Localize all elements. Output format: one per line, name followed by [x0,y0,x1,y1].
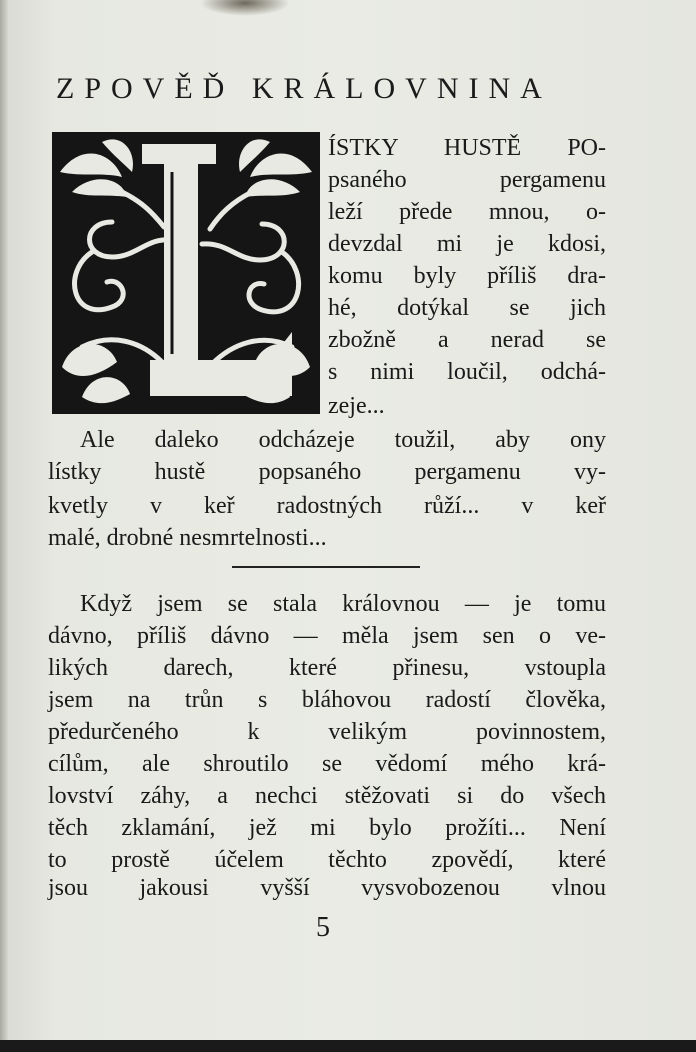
text-line: devzdal mi je kdosi, [328,231,606,257]
text-line: komu byly příliš dra- [328,263,606,289]
page-shadow [200,0,290,16]
text-line: dávno, příliš dávno — měla jsem sen o ve- [48,623,606,649]
text-line: malé, drobné nesmrtelnosti... [48,525,327,551]
text-line: Když jsem se stala královnou — je tomu [80,591,606,617]
text-line: leží přede mnou, o- [328,199,606,225]
text-line: jsou jakousi vyšší vysvobozenou vlnou [48,875,606,901]
text-line: to prostě účelem těchto zpovědí, které [48,847,606,873]
text-line: cílům, ale shroutilo se vědomí mého krá- [48,751,606,777]
page-left-edge [0,0,8,1040]
page-number: 5 [316,912,330,943]
text-line: těch zklamání, jež mi bylo prožíti... Není [48,815,606,841]
text-line: hé, dotýkal se jich [328,295,606,321]
text-line: Ale daleko odcházeje toužil, aby ony [80,427,606,453]
text-line: kvetly v keř radostných růží... v keř [48,493,606,519]
text-line: psaného pergamenu [328,167,606,193]
page-bottom-edge [0,1040,696,1052]
text-line: předurčeného k velikým povinnostem, [48,719,606,745]
text-line: ÍSTKY HUSTĚ PO- [328,135,606,161]
ornamental-initial-l-icon [52,132,320,414]
text-line: lístky hustě popsaného pergamenu vy- [48,459,606,485]
text-line: zeje... [328,393,385,419]
section-divider [232,566,420,568]
text-line: jsem na trůn s bláhovou radostí člověka, [48,687,606,713]
text-line: likých darech, které přinesu, vstoupla [48,655,606,681]
text-line: zbožně a nerad se [328,327,606,353]
text-line: lovství záhy, a nechci stěžovati si do všech [48,783,606,809]
chapter-title: ZPOVĚĎ KRÁLOVNINA [56,72,552,105]
text-line: s nimi loučil, odchá- [328,359,606,385]
